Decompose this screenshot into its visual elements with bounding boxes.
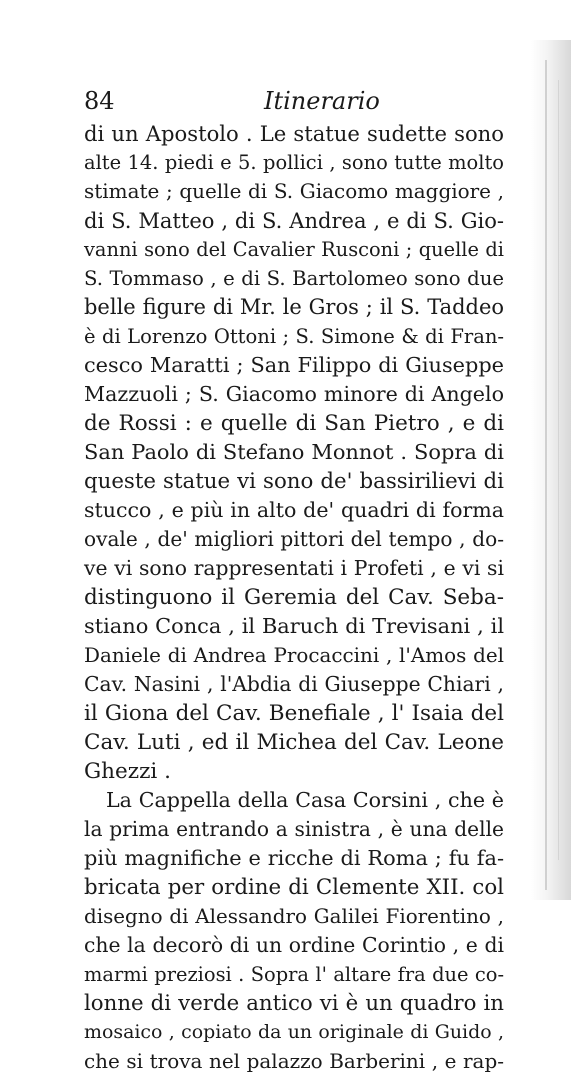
text-line: stucco , e più in alto de' quadri di forma	[84, 498, 504, 522]
text-line: che la decorò di un ordine Corintio , e di	[84, 933, 504, 957]
text-line: la prima entrando a sinistra , è una delle	[84, 817, 504, 841]
running-head	[84, 86, 504, 116]
text-line: è di Lorenzo Ottoni ; S. Simone & di Fran-	[84, 325, 504, 348]
text-line: de Rossi : e quelle di San Pietro , e di	[84, 411, 504, 436]
text-line: ve vi sono rappresentati i Profeti , e vi si	[84, 556, 504, 580]
text-line: mosaico , copiato da un originale di Guido ,	[84, 1021, 504, 1043]
text-line: più magnifiche e ricche di Roma ; fu fa-	[84, 846, 504, 870]
page-edge-shadow	[531, 40, 571, 900]
text-line: San Paolo di Stefano Monnot . Sopra di	[84, 440, 504, 464]
text-line: Mazzuoli ; S. Giacomo minore di Angelo	[84, 382, 504, 406]
text-line: marmi preziosi . Sopra l' altare fra due co-	[84, 963, 504, 986]
body-text	[84, 119, 504, 1076]
text-line: che si trova nel palazzo Barberini , e rap-	[84, 1049, 504, 1073]
text-line: Cav. Luti , ed il Michea del Cav. Leone	[84, 730, 504, 755]
text-line: ovale , de' migliori pittori del tempo , do-	[84, 527, 504, 551]
text-line: disegno di Alessandro Galilei Fiorentino ,	[84, 905, 504, 928]
text-line: S. Tommaso , e di S. Bartolomeo sono due	[84, 267, 504, 290]
text-line: vanni sono del Cavalier Rusconi ; quelle di	[84, 238, 504, 261]
text-line: il Giona del Cav. Benefiale , l' Isaia del	[84, 701, 504, 726]
page-number: 84	[84, 87, 115, 115]
page-edge-line	[545, 60, 547, 890]
text-line: di S. Matteo , di S. Andrea , e di S. Gio-	[84, 208, 504, 233]
text-line: alte 14. piedi e 5. pollici , sono tutte molto	[84, 151, 504, 174]
text-line: lonne di verde antico vi è un quadro in	[84, 991, 504, 1016]
text-line: cesco Maratti ; San Filippo di Giuseppe	[84, 353, 504, 377]
page-edge-line-inner	[558, 80, 559, 860]
text-line: distinguono il Geremia del Cav. Seba-	[84, 585, 504, 610]
text-line: belle figure di Mr. le Gros ; il S. Taddeo	[84, 295, 504, 319]
text-line: Daniele di Andrea Procaccini , l'Amos del	[84, 644, 504, 667]
text-line: Ghezzi .	[84, 759, 171, 784]
page-header-title: Itinerario	[264, 87, 380, 115]
paragraph-first-line: La Cappella della Casa Corsini , che è	[106, 788, 504, 812]
text-line: bricata per ordine di Clemente XII. col	[84, 875, 504, 900]
text-line: di un Apostolo . Le statue sudette sono	[84, 121, 504, 146]
text-line: queste statue vi sono de' bassirilievi di	[84, 469, 504, 494]
text-line: stimate ; quelle di S. Giacomo maggiore ,	[84, 179, 504, 203]
text-line: Cav. Nasini , l'Abdia di Giuseppe Chiari ,	[84, 672, 504, 696]
text-line: stiano Conca , il Baruch di Trevisani , il	[84, 614, 504, 638]
